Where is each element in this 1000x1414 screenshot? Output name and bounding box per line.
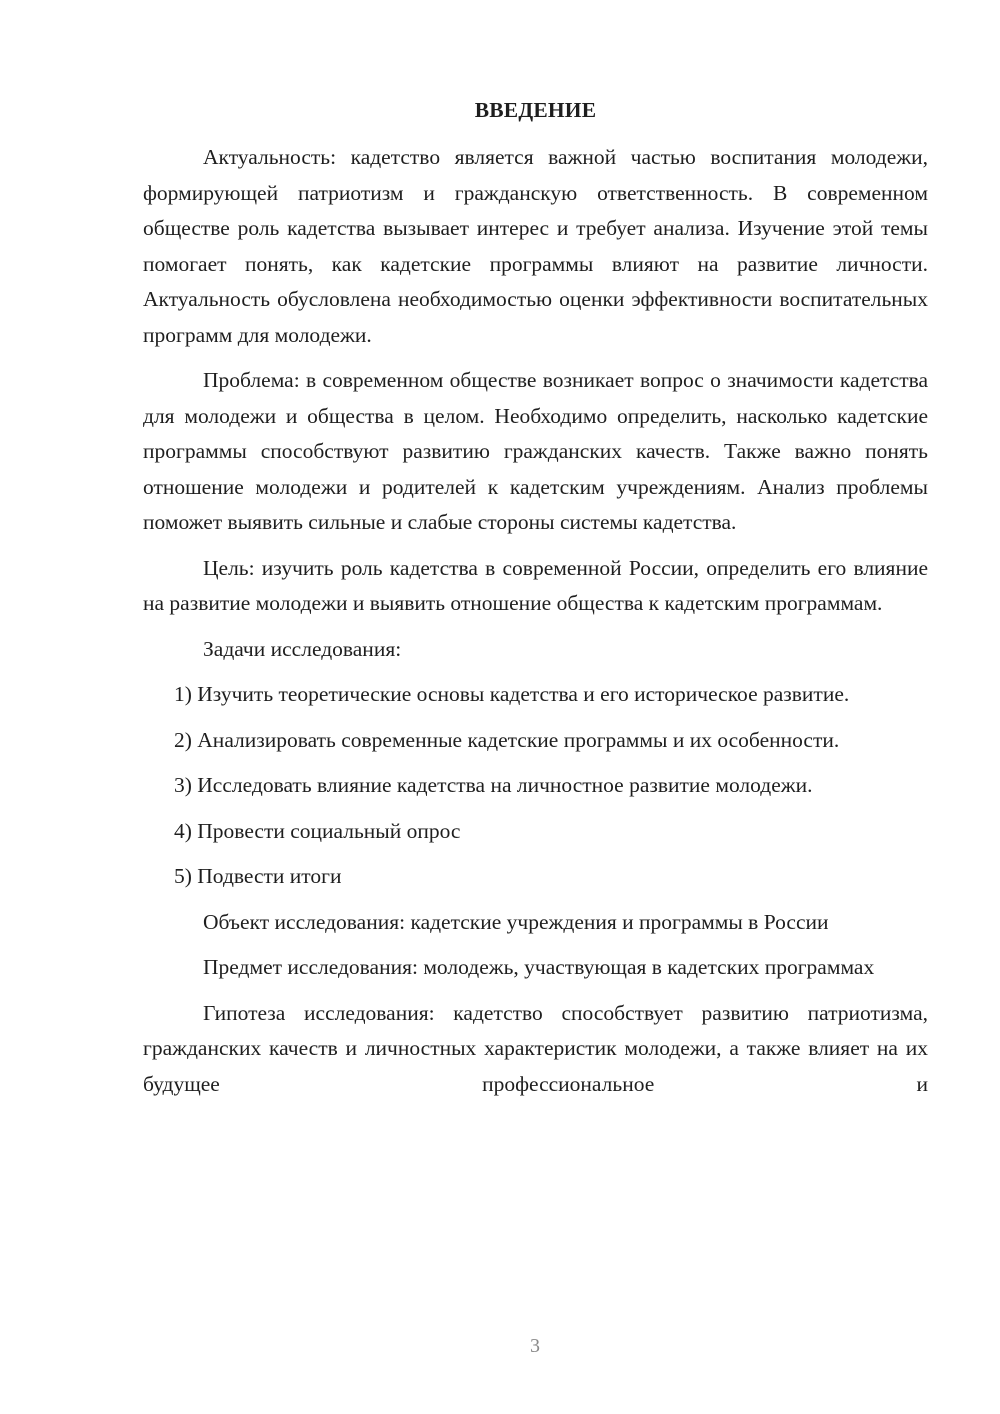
task-item-2: 2) Анализировать современные кадетские программы и их особенности. bbox=[174, 727, 840, 752]
page-title: ВВЕДЕНИЕ bbox=[474, 98, 597, 122]
relevance-paragraph: Актуальность: кадетство является важной частью воспитания молодежи, формирующей патриотизм и гражданскую ответственность. В современном обществе роль кадетства вызывает интерес и требует анализа. Изучение этой темы помогает понять, как кадетские программы влияют на развитие личности. Актуальность обусловлена необходимостью оценки эффективности воспитательных программ для молодежи. bbox=[143, 145, 928, 347]
hypothesis-paragraph: Гипотеза исследования: кадетство способствует развитию патриотизма, гражданских качеств и личностных характеристик молодежи, а также влияет на их будущее профессиональное и bbox=[143, 1000, 928, 1096]
goal-paragraph: Цель: изучить роль кадетства в современной России, определить его влияние на развитие молодежи и выявить отношение общества к кадетским программам. bbox=[143, 555, 928, 615]
object-paragraph: Объект исследования: кадетские учреждения и программы в России bbox=[203, 909, 829, 934]
problem-paragraph: Проблема: в современном обществе возникает вопрос о значимости кадетства для молодежи и общества в целом. Необходимо определить, насколько кадетские программы способствуют развитию гражданских качеств. Также важно понять отношение молодежи и родителей к кадетским учреждениям. Анализ проблемы поможет выявить сильные и слабые стороны системы кадетства. bbox=[143, 368, 928, 534]
page-number: 3 bbox=[530, 1335, 540, 1357]
subject-paragraph: Предмет исследования: молодежь, участвующая в кадетских программах bbox=[203, 955, 875, 979]
task-item-4: 4) Провести социальный опрос bbox=[174, 818, 461, 843]
tasks-heading: Задачи исследования: bbox=[203, 636, 402, 661]
task-item-1: 1) Изучить теоретические основы кадетства и его историческое развитие. bbox=[174, 682, 850, 706]
page-content bbox=[143, 92, 928, 1112]
task-item-5: 5) Подвести итоги bbox=[174, 864, 342, 888]
task-item-3: 3) Исследовать влияние кадетства на личностное развитие молодежи. bbox=[174, 773, 813, 797]
